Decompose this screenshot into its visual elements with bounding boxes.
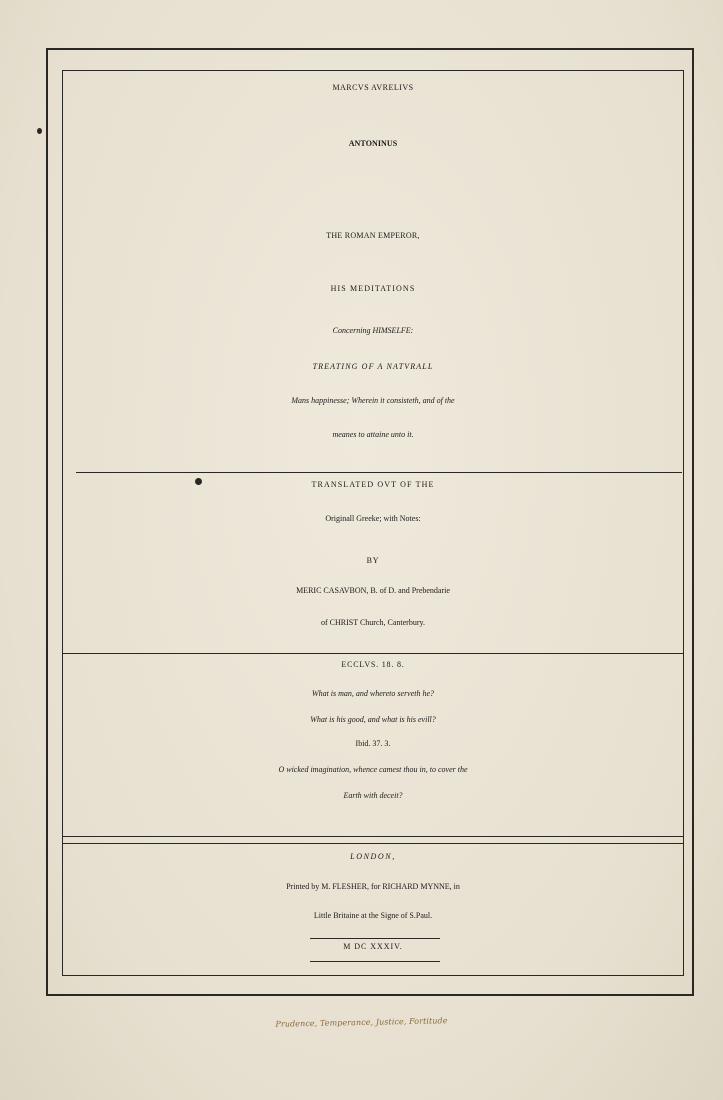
author-name: ANTONINUS (348, 139, 398, 148)
epigraph-line-2b: Earth with deceit? (343, 791, 403, 800)
imprint-date: M DC XXXIV. (343, 942, 403, 951)
ink-speck (195, 478, 202, 485)
imprint-place: LONDON, (350, 852, 396, 861)
inner-border (62, 70, 684, 976)
translator-line: MERIC CASAVBON, B. of D. and Prebendarie (296, 586, 450, 595)
epigraph-line-2a: O wicked imagination, whence camest thou in, to cover the (278, 765, 468, 774)
subject-line-1: Mans happinesse; Wherein it consisteth, and of the (291, 396, 455, 405)
author-line: MARCVS AVRELIVS (332, 83, 414, 92)
by-line: BY (366, 556, 380, 565)
church-line: of CHRIST Church, Canterbury. (321, 618, 425, 627)
subject-line-2: meanes to attaine unto it. (332, 430, 414, 439)
author-role: THE ROMAN EMPEROR, (326, 231, 420, 240)
divider-rule-1 (76, 472, 682, 473)
divider-rule-2 (62, 653, 684, 654)
concerning-line: Concerning HIMSELFE: (332, 326, 414, 335)
divider-rule-3 (62, 836, 684, 837)
epigraph-line-1a: What is man, and whereto serveth he? (311, 689, 435, 698)
work-title: HIS MEDITATIONS (330, 284, 416, 293)
ink-speck (37, 128, 42, 134)
handwritten-inscription: Prudence, Temperance, Justice, Fortitude (275, 1016, 448, 1029)
divider-rule-4 (62, 843, 684, 844)
imprint-printer-2: Little Britaine at the Signe of S.Paul. (313, 911, 433, 920)
epigraph-line-1b: What is his good, and what is his evill? (310, 715, 436, 724)
translated-line: TRANSLATED OVT OF THE (311, 480, 435, 489)
original-line: Originall Greeke; with Notes: (325, 514, 421, 523)
treating-line: TREATING OF A NATVRALL (312, 362, 434, 371)
epigraph-reference-2: Ibid. 37. 3. (355, 739, 391, 748)
imprint-printer-1: Printed by M. FLESHER, for RICHARD MYNNE, in (286, 882, 460, 891)
epigraph-reference-1: ECCLVS. 18. 8. (341, 660, 405, 669)
